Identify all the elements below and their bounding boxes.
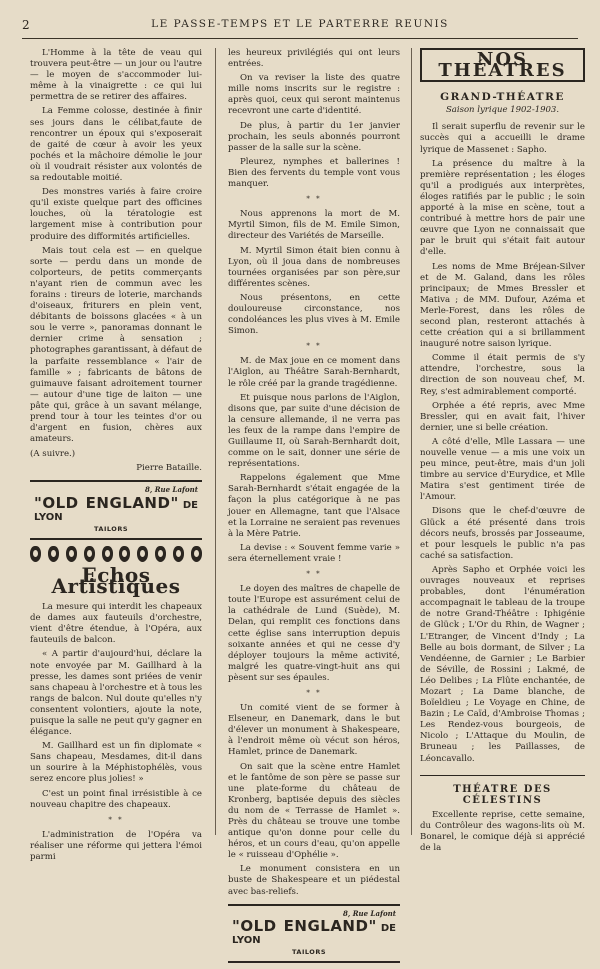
- paragraph: C'est un point final irrésistible à ce nouveau chapitre des chapeaux.: [30, 788, 202, 810]
- paragraph: Nous présentons, en cette douloureuse circonstance, nos condoléances les plus vives à M. Emile Simon.: [228, 292, 400, 337]
- column-divider-2: [411, 48, 412, 835]
- ornament-icon: [119, 546, 130, 562]
- page-header: [14, 18, 586, 38]
- paragraph: Comme il était permis de s'y attendre, l'orchestre, sous la direction de son nouveau chef, M. Rey, s'est admirablement comporté.: [420, 353, 585, 397]
- ornament-icon: [173, 546, 184, 562]
- ad-tailors: TAILORS: [292, 947, 327, 956]
- paragraph: Il serait superflu de revenir sur le succès qui a accueilli le drame lyrique de Massenet : Sapho.: [420, 122, 585, 155]
- paragraph: M. Myrtil Simon était bien connu à Lyon, où il joua dans de nombreuses tournées organisées par son père,sur différentes scènes.: [228, 245, 400, 289]
- paragraph: La Femme colosse, destinée à finir ses jours dans le célibat,faute de rencontrer un époux qui s'exposerait de gaité de cœur à avoir les yeux pochés et la mâchoire démolie le jour où il voudrait résister aux volontés de sa redoutable moitié.: [30, 106, 202, 184]
- paragraph: Le doyen des maîtres de chapelle de toute l'Europe est assurément celui de la cathédrale de Lund (Suède), M. Delan, qui remplit ces fonctions dans cette église sans interruption depuis soixante années et qui ne cesse d'y déployer toujours la même activité, malgré les quatre-vingt-huit ans qui pèsent sur ses épaules.: [228, 584, 400, 683]
- ad-address: 8, Rue Lafont: [144, 485, 198, 495]
- paragraph: M. Gaillhard est un fin diplomate « Sans chapeau, Mesdames, dit-il dans un sourire à la Méphistophélès, vous serez encore plus jolies! »: [30, 741, 202, 785]
- ornament-icon: [48, 546, 59, 562]
- paragraph: Après Sapho et Orphée voici les ouvrages nouveaux et reprises probables, dont l'énumération accompagnait le tableau de la troupe de notre Grand-Théâtre : Iphigénie de Glück ; L'Or du Rhin, de Wagner ; L'Etranger, de Vincent d'Indy ; La Belle au bois dormant, de Silver ; La Vendéenne, de Garnier ; Le Barbier de Séville, de Rossini ; Lakmé, de Léo Delibes ; La Flûte enchantée, de Mozart ; La Dame blanche, de Boïeldieu ; Le Voyage en Chine, de Bazin ; Le Caïd, d'Ambroise Thomas ; Les Rendez-vous bourgeois, de Nicolo ; L'Attaque du Moulin, de Bruneau ; les Paillasses, de Léoncavallo.: [420, 564, 585, 764]
- paragraph: La présence du maître à la première représentation ; les éloges qu'il a prodigués aux interprètes, éloges ratifiés par le public ; le soin apporté à la mise en scène, tout a contribué à mettre hors de pair une œuvre que Lyon ne connaissait que par le bruit qui s'était fait autour d'elle.: [420, 158, 585, 258]
- newspaper-title: LE PASSE-TEMPS ET LE PARTERRE REUNIS: [151, 18, 449, 30]
- paragraph: De plus, à partir du 1er janvier prochain, les seuls abonnés pourront passer de la salle sur la scène.: [228, 120, 400, 153]
- old-england-advertisement: [228, 904, 400, 963]
- paragraph: Pleurez, nymphes et ballerines ! Bien des fervents du temple vont vous manquer.: [228, 156, 400, 190]
- paragraph: Disons que le chef-d'œuvre de Glück a été présenté dans trois décors neufs, brossés par Josseaume, et pour lesquels le public n'a pas caché sa satisfaction.: [420, 506, 585, 561]
- grand-theatre-heading: GRAND-THÉATRE: [440, 91, 565, 104]
- separator-stars: * *: [306, 195, 322, 204]
- paragraph: Un comité vient de se former à Elseneur, en Danemark, dans le but d'élever un monument à Shakespeare, à l'endroit même où vécut son héros, Hamlet, prince de Danemark.: [228, 703, 400, 758]
- separator-stars: * *: [306, 570, 322, 579]
- author-signature: Pierre Bataille.: [136, 463, 202, 474]
- paragraph: Rappelons également que Mme Sarah-Bernhardt s'était engagée de la façon la plus catégorique à ne pas jouer en Allemagne, tant que l'Alsace et la Lorraine ne seraient pas revenues à la Mère Patrie.: [228, 473, 400, 539]
- separator-stars: * *: [306, 688, 322, 697]
- header-rule: [22, 38, 578, 39]
- ad-city: DE LYON: [232, 922, 396, 946]
- ad-brand-line: [34, 493, 198, 524]
- to-be-continued: (A suivre.): [30, 449, 76, 460]
- paragraph: Les noms de Mme Bréjean-Silver et de M. Galand, dans les rôles principaux; de Mmes Bressler et Mativa ; de MM. Dufour, Azéma et Merle-Forest, dans les rôles de second plan, resteront attachés à cette création qui a si brillamment inauguré notre saison lyrique.: [420, 261, 585, 350]
- ornament-icon: [84, 546, 95, 562]
- ornament-icon: [137, 546, 148, 562]
- ad-address: 8, Rue Lafont: [342, 908, 396, 918]
- paragraph: Le monument consistera en un buste de Shakespeare et un piédestal avec bas-reliefs.: [228, 864, 400, 897]
- ornament-icon: [155, 546, 166, 562]
- paragraph: « A partir d'aujourd'hui, déclare la note envoyée par M. Gaillhard à la presse, les dames sont priées de venir sans chapeau à l'orchestre et à tous les rangs de balcon. Nul doute qu'elles n'y consentent volontiers, ajoute la note, puisque la salle ne peut qu'y gagner en élégance.: [30, 649, 202, 738]
- nos-theatres-title: NOS THÉATRES: [420, 48, 585, 82]
- season-subtitle: Saison lyrique 1902-1903.: [445, 105, 560, 116]
- paragraph: On sait que la scène entre Hamlet et le fantôme de son père se passe sur une plate-forme du château de Kronberg, baptisée depuis des siècles du nom de « Terrasse de Hamlet ». Près du château se trouve une tombe antique qu'on donne pour celle du héros, et un cours d'eau, qu'on appelle le « ruisseau d'Ophélie ».: [228, 761, 400, 861]
- celestins-heading: THÉATRE DES CÉLESTINS: [420, 775, 585, 806]
- column-1: [30, 48, 202, 866]
- paragraph: On va reviser la liste des quatre mille noms inscrits sur le registre : après quoi, ceux qui seront maintenus recevront une carte d'identité.: [228, 73, 400, 117]
- paragraph: La devise : « Souvent femme varie » sera éternellement vraie !: [228, 542, 400, 564]
- paragraph: Nous apprenons la mort de M. Myrtil Simon, fils de M. Emile Simon, directeur des Variétés de Marseille.: [228, 209, 400, 242]
- old-england-advertisement: [30, 480, 202, 539]
- ad-city: DE LYON: [34, 499, 198, 523]
- column-divider-1: [215, 48, 216, 835]
- ornament-icon: [30, 546, 41, 562]
- paragraph: A côté d'elle, Mlle Lassara — une nouvelle venue — a mis une voix un peu mince, peut-être, mais d'un joli timbre au service d'Eurydice, et Mlle Matira s'est gentiment tirée de l'Amour.: [420, 436, 585, 503]
- column-2: [228, 48, 400, 969]
- ornamental-border: [30, 546, 202, 562]
- echos-artistiques-title: Echos Artistiques: [51, 562, 181, 598]
- separator-stars: * *: [108, 815, 124, 824]
- paragraph: Et puisque nous parlons de l'Aiglon, disons que, par suite d'une décision de la censure allemande, il ne verra pas les feux de la rampe dans l'empire de Guillaume II, où Sarah-Bernhardt doit, comme on le sait, donner une série de représentations.: [228, 392, 400, 470]
- paragraph: La mesure qui interdit les chapeaux de dames aux fauteuils d'orchestre, vient d'être étendue, à l'Opéra, aux fauteuils de balcon.: [30, 602, 202, 646]
- page-number: 2: [22, 18, 30, 32]
- ad-brand: "OLD ENGLAND": [232, 916, 377, 935]
- ornament-icon: [102, 546, 113, 562]
- ornament-icon: [66, 546, 77, 562]
- paragraph: Excellente reprise, cette semaine, du Contrôleur des wagons-lits où M. Bonarel, le comique déjà si apprécié de la: [420, 809, 585, 854]
- paragraph: L'Homme à la tête de veau qui trouvera peut-être — un jour ou l'autre — le moyen de s'accommoder lui-même à la vinaigrette : ce qui lui permettra de se retirer des affaires.: [30, 48, 202, 103]
- column-3: [420, 48, 585, 857]
- paragraph: Mais tout cela est — en quelque sorte — perdu dans un monde de colporteurs, de petits commerçants n'ayant rien de commun avec les forains : tireurs de loterie, marchands d'oiseaux, friturers en plein vent, débitants de boissons glacées « à un sou le verre », panoramas donnant le dernier crime à sensation ; photographes garantissant, à défaut de la parfaite ressemblance « l'air de famille » ; fabricants de bâtons de guimauve faisant adroitement tourner — autour d'une tige de laiton — une pâte qui, grâce à un savant mélange, prend tour à tour les teintes d'or ou d'argent en fusion, chères aux amateurs.: [30, 245, 202, 445]
- paragraph: Orphée a été repris, avec Mme Bressler, qui en avait fait, l'hiver dernier, une si belle création.: [420, 400, 585, 433]
- paragraph: L'administration de l'Opéra va réaliser une réforme qui jettera l'émoi parmi: [30, 829, 202, 862]
- ad-brand-line: [232, 916, 396, 947]
- ad-tailors: TAILORS: [94, 524, 129, 533]
- paragraph: les heureux privilégiés qui ont leurs entrées.: [228, 48, 400, 70]
- paragraph: M. de Max joue en ce moment dans l'Aiglon, au Théâtre Sarah-Bernhardt, le rôle créé par la grande tragédienne.: [228, 356, 400, 389]
- paragraph: Des monstres variés à faire croire qu'il existe quelque part des officines louches, où la tératologie est largement mise à contribution pour produire des difformités artificielles.: [30, 187, 202, 242]
- ad-brand: "OLD ENGLAND": [34, 493, 179, 512]
- ornament-icon: [191, 546, 202, 562]
- separator-stars: * *: [306, 342, 322, 351]
